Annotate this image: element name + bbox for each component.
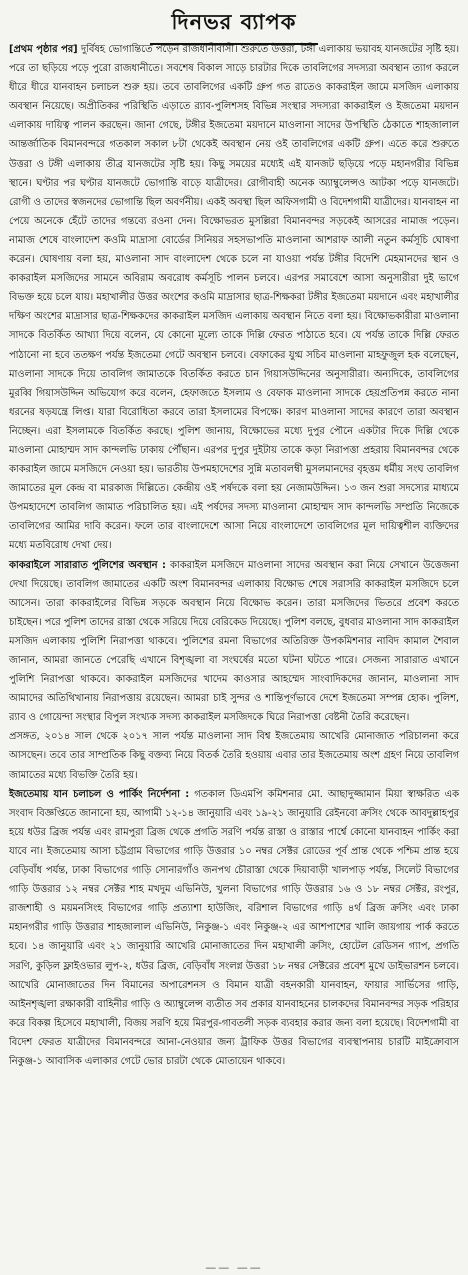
headline: দিনভর ব্যাপক	[150, 6, 319, 45]
paragraph-1-text: দুর্বিষহ ভোগান্তিতে পড়েন রাজধানীবাসী। শুরুতে উত্তরা, টঙ্গী এলাকায় ভয়াবহ যানজটের সৃষ্টি হয়। পরে তা ছড়িয়ে পড়ে পুরো রাজধানীতে। সবশেষ বিকাল সাড়ে চারটার দিকে তাবলিগের সদস্যরা অবস্থান ত্যাগ করলে ধীরে ধীরে যানবাহন চলাচল শুরু হয়। তবে তাবলিগের একটি গ্রুপ গত রাতেও কাকরাইল জামে মসজিদ এলাকায় অবস্থান নিয়েছে। অপ্রীতিকর পরিস্থিতি এড়াতে র‌্যাব-পুলিশসহ বিভিন্ন সংস্থার সদস্যরা কাকরাইল ও ইজতেমা ময়দান এলাকায় দায়িত্ব পালন করছেন। জানা গেছে, টঙ্গীর ইজতেমা ময়দানে মাওলানা সাদের উপস্থিতি ঠেকাতে শাহজালাল আন্তর্জাতিক বিমানবন্দরে গতকাল সকাল ৮টা থেকেই অবস্থান নেয় ওই তাবলিগের একটি গ্রুপ। এতে করে শুরুতে উত্তরা ও টঙ্গী এলাকায় তীব্র যানজটের সৃষ্টি হয়। কিছু সময়ের মধ্যেই এই যানজট ছড়িয়ে পড়ে মহানগরীর বিভিন্ন স্থানে। ঘণ্টার পর ঘণ্টার যানজটে ভোগান্তি বাড়ে যাত্রীদের। রোগীবাহী অনেক অ্যাম্বুলেন্সও আটকা পড়ে যানজটে। রোগী ও তাদের স্বজনদের ভোগান্তি ছিল অবর্ণনীয়। একই অবস্থা ছিল অফিসগামী ও বিদেশগামী যাত্রীদের। যানবাহন না পেয়ে অনেকে হেঁটে তাদের গন্তব্যে রওনা দেন। বিক্ষোভরত মুসল্লিরা বিমানবন্দর সড়কেই আসরের নামাজ পড়েন। নামাজ শেষে বাংলাদেশ কওমি মাদ্রাসা বোর্ডের সিনিয়র সহসভাপতি মাওলানা আশরাফ আলী নতুন কর্মসূচি ঘোষণা করেন। ঘোষণায় বলা হয়, মাওলানা সাদ বাংলাদেশ থেকে চলে না যাওয়া পর্যন্ত টঙ্গীর বিদেশি মেহমানদের স্থান ও কাকরাইল মসজিদের সামনে অবিরাম অবরোধ কর্মসূচি পালন চলবে। এরপর সমাবেশে আসা অনুসারীরা দুই ভাগে বিভক্ত হয়ে চলে যায়। মহাখালীর উত্তর অংশের কওমি মাদ্রাসার ছাত্র-শিক্ষকরা টঙ্গীর ইজতেমা ময়দানে এবং মহাখালীর দক্ষিণ অংশের মাদ্রাসার ছাত্র-শিক্ষকদের কাকরাইল মসজিদ এলাকায় অবস্থান নিতে বলা হয়। বিক্ষোভকারীরা মাওলানা সাদকে বিতর্কিত আখ্যা দিয়ে বলেন, যে কোনো মূল্যে তাকে দিল্লি ফেরত পাঠাতে হবে। যে পর্যন্ত তাকে দিল্লি ফেরত পাঠানো না হবে ততক্ষণ পর্যন্ত ইজতেমা গেটে অবস্থান চলবে। বেফাকের যুগ্ম সচিব মাওলানা মাহফুজুল হক বলেছেন, মাওলানা সাদকে দিয়ে তাবলিগ জামাতকে বিতর্কিত করতে চান গিয়াসউদ্দিনের অনুসারীরা। অন্যদিকে, তাবলিগের মুরব্বি গিয়াসউদ্দিন অভিযোগ করে বলেন, হেফাজতে ইসলাম ও বেফাক মাওলানা সাদকে হেয়প্রতিপন্ন করতে নানা ধরনের ষড়যন্ত্রে লিপ্ত। যারা বিরোধিতা করবে তারা ইসলামের বিপক্ষে। কারণ মাওলানা সাদের কারণে তারা অবস্থান নিচ্ছেন। এরা ইসলামকে বিতর্কিত করছে। পুলিশ জানায়, বিক্ষোভের মধ্যে দুপুর পৌনে একটার দিকে দিল্লি থেকে মাওলানা মোহাম্মদ সাদ কান্দলভি ঢাকায় পৌঁছান। এরপর দুপুর দুইটায় তাকে কড়া নিরাপত্তা প্রহরায় বিমানবন্দর থেকে কাকরাইল জামে মসজিদে নেওয়া হয়। ভারতীয় উপমহাদেশের সুন্নি মতাবলম্বী মুসলমানদের বৃহত্তম ধর্মীয় সংঘ তাবলিগ জামাতের মূল কেন্দ্র বা মারকাজ দিল্লিতে। কেন্দ্রীয় ওই পর্ষদকে বলা হয় নেজামউদ্দিন। ১৩ জন শুরা সদস্যের মাধ্যমে উপমহাদেশে তাবলিগ জামাত পরিচালিত হয়। এই পর্ষদের সদস্য মাওলানা মোহাম্মদ সাদ কান্দলভি সম্প্রতি নিজেকে তাবলিগের আমির দাবি করেন। ফলে তার বাংলাদেশে আসা নিয়ে বাংলাদেশে তাবলিগের মূল দায়িত্বশীল ব্যক্তিদের মধ্যে মতবিরোধ দেখা দেয়।	[9, 44, 459, 552]
subheading-traffic: ইজতেমায় যান চলাচল ও পার্কিং নির্দেশনা :	[9, 788, 190, 800]
paragraph-3-text: প্রসঙ্গত, ২০১৪ সাল থেকে ২০১৭ সাল পর্যন্ত মাওলানা সাদ বিশ্ব ইজতেমায় আখেরি মোনাজাত পরিচালনা করে আসছেন। তবে তার সাম্প্রতিক কিছু বক্তব্য নিয়ে বিতর্ক তৈরি হওয়ায় এবার তার ইজতেমায় অংশ গ্রহণ নিয়ে তাবলিগ জামাতের মধ্যে বিভক্তি তৈরি হয়।	[9, 731, 459, 781]
article-body	[9, 40, 459, 1071]
paragraph-2	[9, 556, 459, 728]
continued-kicker: [প্রথম পৃষ্ঠার পর]	[9, 44, 78, 55]
paragraph-1	[9, 40, 459, 556]
paragraph-2-text: কাকরাইল মসজিদে মাওলানা সাদের অবস্থান করা নিয়ে সেখানে উত্তেজনা দেখা দিয়েছে। তাবলিগ জামাতের একটি অংশ বিমানবন্দর এলাকায় বিক্ষোভ শেষে সরাসরি কাকরাইল মসজিদে চলে আসেন। তারা কাকরাইলের বিভিন্ন সড়কে অবস্থান নিয়ে বিক্ষোভ করেন। তারা মসজিদের ভিতরে প্রবেশ করতে চাইছেন। পরে পুলিশ তাদের রাস্তা থেকে সরিয়ে দিয়ে বেরিকেড দিয়েছে। পুলিশ বলছে, বুধবার মাওলানা সাদ কাকরাইল মসজিদ এলাকায় পুলিশি নিরাপত্তা থাকবে। পুলিশের রমনা বিভাগের অতিরিক্ত উপকমিশনার নাবিদ কামাল শৈবাল জানান, আমরা জানতে পেরেছি এখানে বিশৃঙ্খলা বা সংঘর্ষের মতো ঘটনা ঘটতে পারে। সেজন্য সারারাত এখানে পুলিশি নিরাপত্তা থাকবে। কাকরাইল মসজিদের খাদেম কাওসার আহম্মেদ সাংবাদিকদের জানান, মাওলানা সাদ আমাদের অতিথিখানায় নিরাপত্তায় রয়েছেন। আমরা চাই সুন্দর ও শান্তিপূর্ণভাবে দেশে ইজতেমা সম্পন্ন হোক। পুলিশ, র‌্যাব ও গোয়েন্দা সংস্থার বিপুল সংখ্যক সদস্য কাকরাইল মসজিদকে ঘিরে নিরাপত্তা বেষ্টনী তৈরি করেছেন।	[9, 559, 459, 724]
headline-block	[9, 0, 459, 40]
paragraph-4	[9, 785, 459, 1071]
footer-text: —— ——	[205, 1261, 263, 1274]
paragraph-3	[9, 727, 459, 784]
paragraph-4-text: গতকাল ডিএমপি কমিশনার মো. আছাদুজ্জামান মিয়া স্বাক্ষরিত এক সংবাদ বিজ্ঞপ্তিতে জানানো হয়, আগামী ১২-১৪ জানুয়ারি এবং ১৯-২১ জানুয়ারি রেইনবো ক্রসিং থেকে আবদুল্লাহপুর হয়ে ধউর ব্রিজ পর্যন্ত এবং রামপুরা ব্রিজ থেকে প্রগতি সরণি পর্যন্ত রাস্তা ও রাস্তার পার্শ্বে কোনো যানবাহন পার্কিং করা যাবে না। ইজতেমায় আসা চট্টগ্রাম বিভাগের গাড়ি উত্তরার ১০ নম্বর সেক্টর রোডের পূর্ব প্রান্ত থেকে পশ্চিম প্রান্ত হয়ে বেড়িবাঁধ পর্যন্ত, ঢাকা বিভাগের গাড়ি সোনারগাঁও জনপথ চৌরাস্তা থেকে দিয়াবাড়ী খালপাড় পর্যন্ত, সিলেট বিভাগের গাড়ি উত্তরার ১২ নম্বর সেক্টর শাহ মখদুম এভিনিউ, খুলনা বিভাগের গাড়ি উত্তরার ১৬ ও ১৮ নম্বর সেক্টর, রংপুর, রাজশাহী ও ময়মনসিংহ বিভাগের গাড়ি প্রত্যাশা হাউজিং, বরিশাল বিভাগের গাড়ি ৪র্থ ব্রিজ ক্রসিং এবং ঢাকা মহানগরীর গাড়ি উত্তরার শাহজালাল এভিনিউ, নিকুঞ্জ-১ এবং নিকুঞ্জ-২ এর আশপাশের খালি জায়গায় পার্ক করতে হবে। ১৪ জানুয়ারি এবং ২১ জানুয়ারি আখেরি মোনাজাতের দিন মহাখালী ক্রসিং, হোটেল রেডিসন গ্যাপ, প্রগতি সরণি, কুড়িল ফ্লাইওভার লুপ-২, ধউর ব্রিজ, বেড়িবাঁধ সংলগ্ন উত্তরা ১৮ নম্বর সেক্টরের প্রবেশ মুখে ডাইভারশন চলবে। আখেরি মোনাজাতের দিন বিমানের অপারেশনস ও বিমান যাত্রী বহনকারী যানবাহন, ফায়ার সার্ভিসের গাড়ি, আইনশৃঙ্খলা রক্ষাকারী বাহিনীর গাড়ি ও অ্যাম্বুলেন্স ব্যতীত সব প্রকার যানবাহনের চালকদের বিমানবন্দর সড়ক পরিহার করে বিকল্প হিসেবে মহাখালী, বিজয় সরণি হয়ে মিরপুর-গাবতলী সড়ক ব্যবহার করার জন্য বলা হয়েছে। বিদেশগামী বা বিদেশ ফেরত যাত্রীদের বিমানবন্দরে আনা-নেওয়ার জন্য ট্রাফিক উত্তর বিভাগের ব্যবস্থাপনায় চারটি মাইক্রোবাস নিকুঞ্জ-১ আবাসিক এলাকার গেটে ভোর চারটা থেকে মোতায়েন থাকবে।	[9, 788, 459, 1067]
subheading-kakrail: কাকরাইলে সারারাত পুলিশের অবস্থান :	[9, 559, 166, 571]
page-footer-mark	[0, 1256, 468, 1274]
